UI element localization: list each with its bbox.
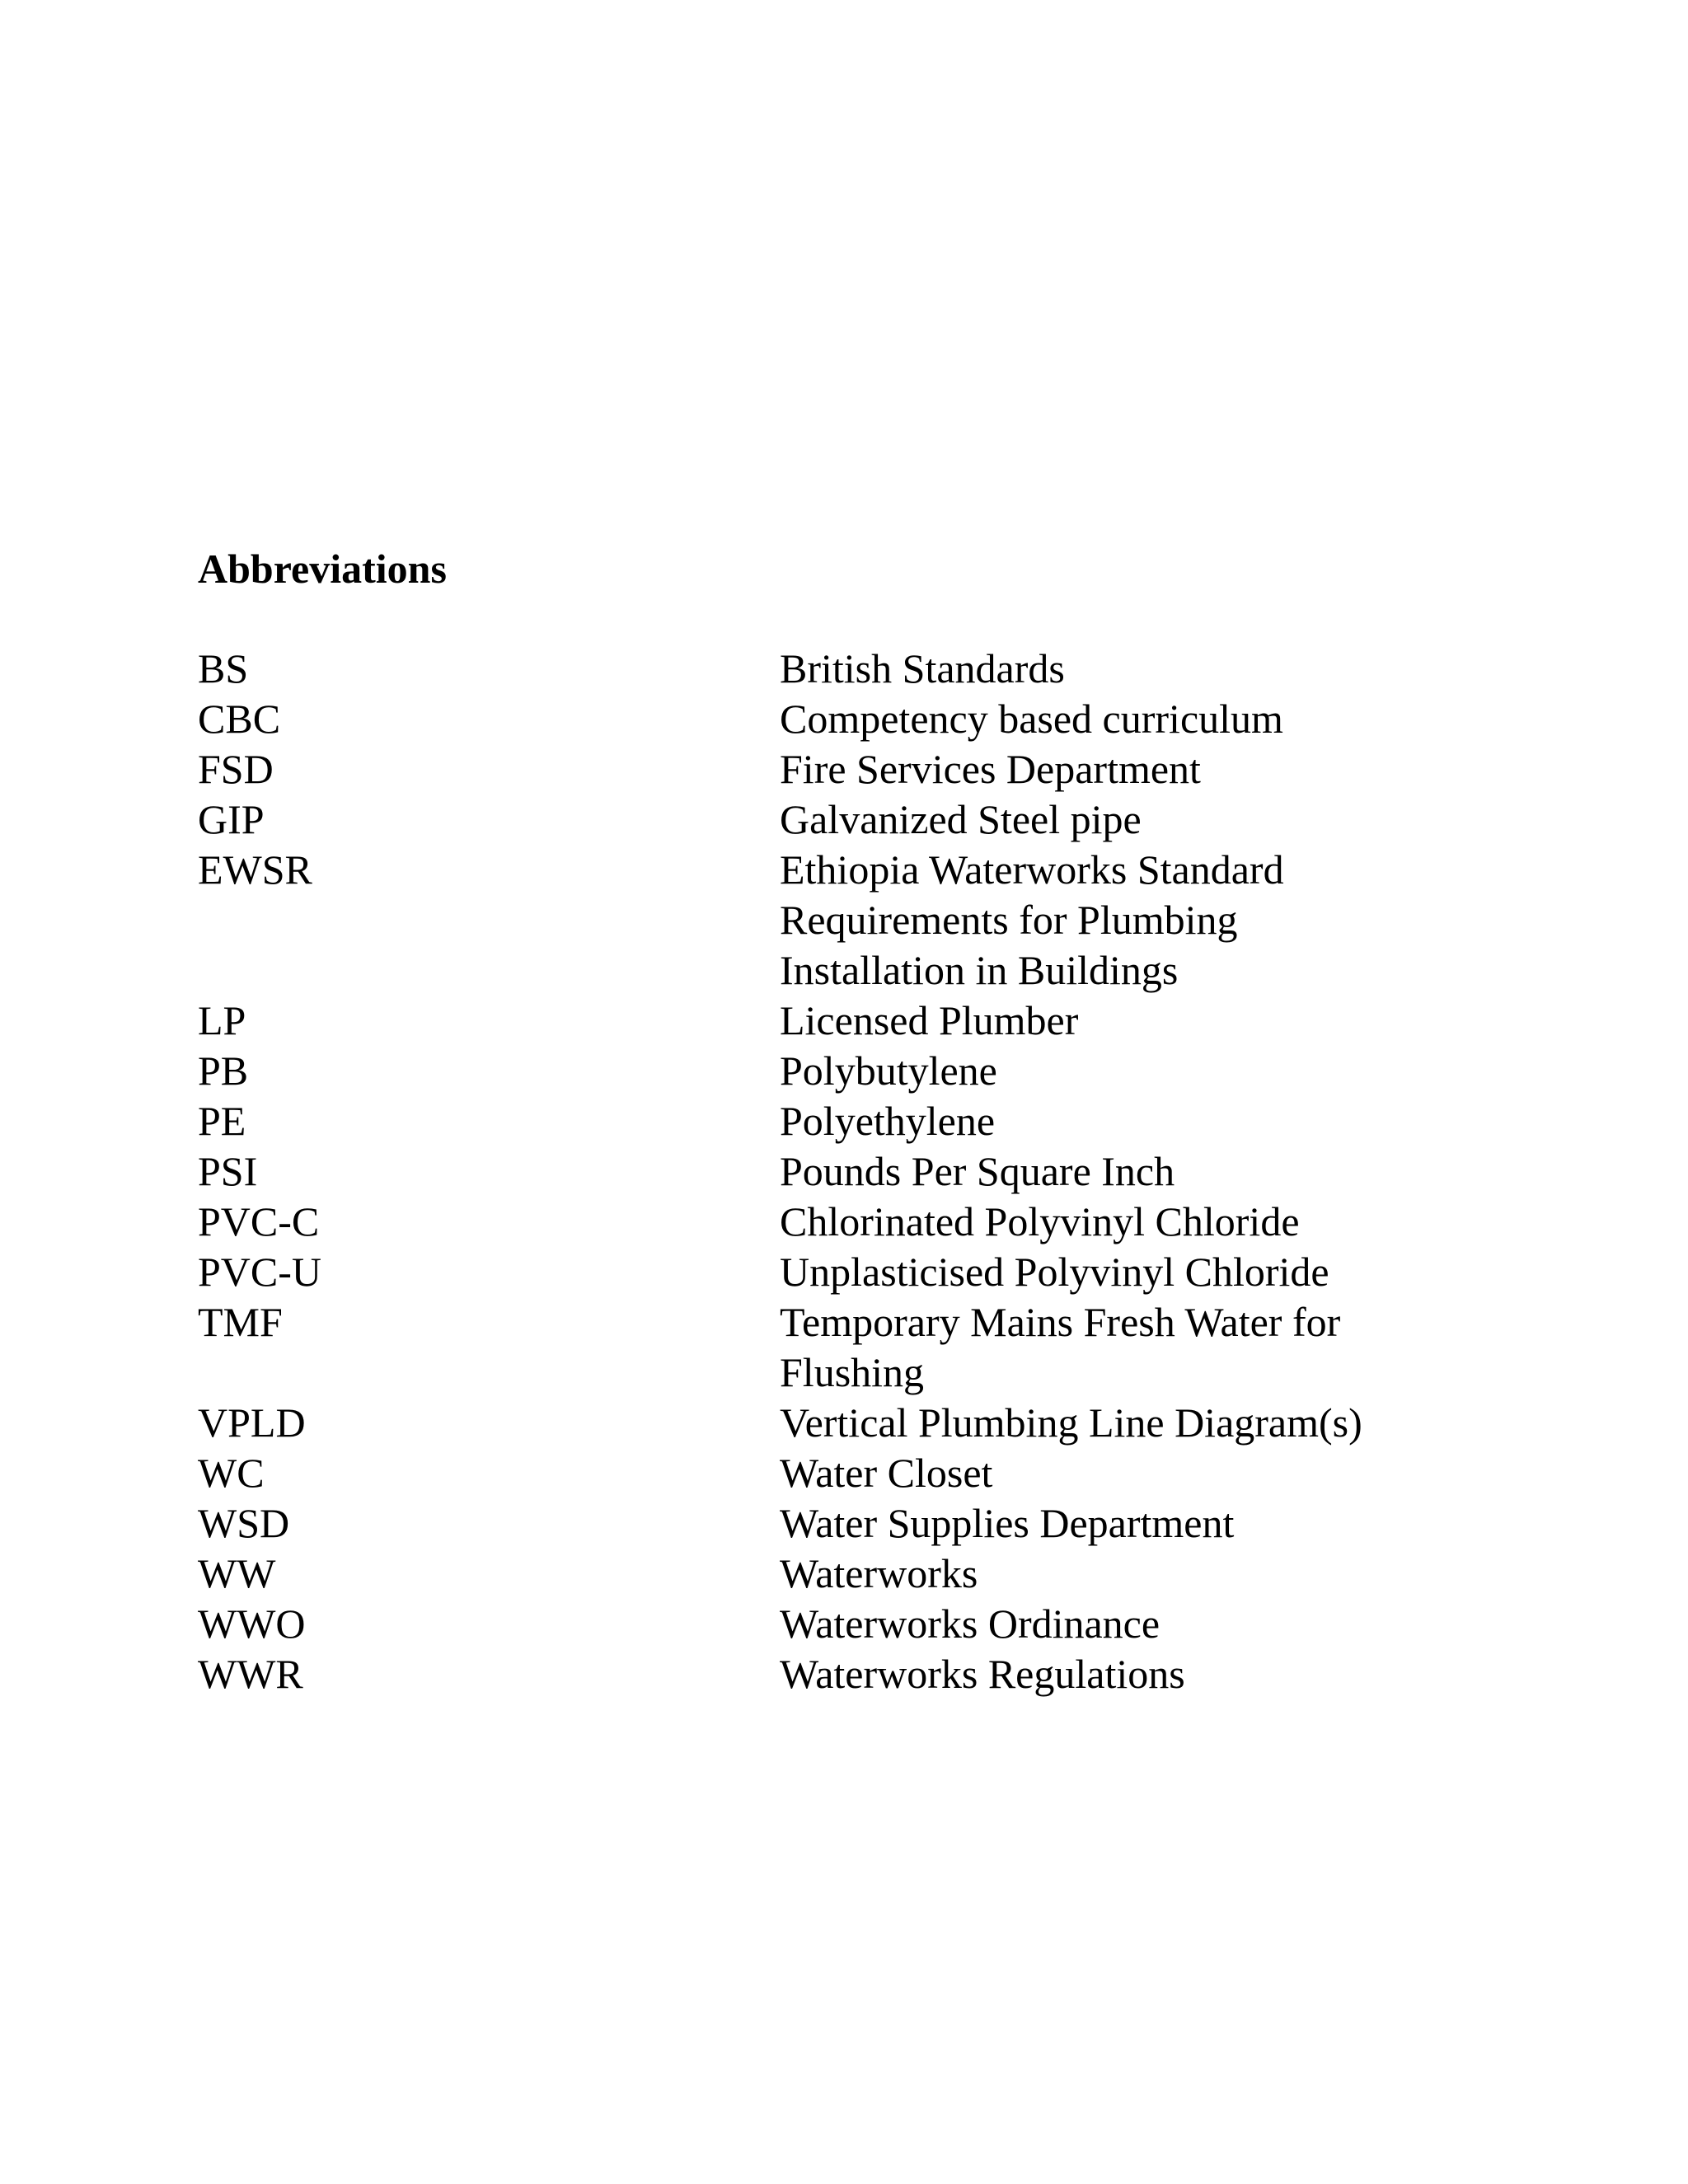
abbreviation-term: FSD: [198, 746, 274, 792]
abbreviation-meaning: Temporary Mains Fresh Water for Flushing: [780, 1299, 1341, 1395]
abbreviation-term: CBC: [198, 696, 281, 742]
abbreviation-term: VPLD: [198, 1399, 306, 1446]
abbreviation-meaning: Water Closet: [780, 1450, 993, 1496]
abbreviation-meaning: Licensed Plumber: [780, 997, 1079, 1043]
abbreviation-meaning: Galvanized Steel pipe: [780, 796, 1142, 842]
abbreviation-list: [198, 644, 1434, 1699]
abbreviation-term: WWO: [198, 1601, 306, 1647]
abbreviation-term: PE: [198, 1098, 246, 1144]
abbreviation-meaning: Ethiopia Waterworks Standard Requirements for Plumbing Installation in Buildings: [780, 846, 1284, 993]
abbreviation-row: [198, 694, 1434, 744]
abbreviation-meaning: Unplasticised Polyvinyl Chloride: [780, 1249, 1329, 1295]
abbreviation-meaning: Polyethylene: [780, 1098, 996, 1144]
abbreviation-term: LP: [198, 997, 246, 1043]
abbreviation-row: [198, 1197, 1434, 1247]
abbreviation-meaning: Waterworks Ordinance: [780, 1601, 1160, 1647]
abbreviation-term: WW: [198, 1550, 276, 1596]
abbreviation-meaning: Pounds Per Square Inch: [780, 1148, 1175, 1194]
abbreviation-term: EWSR: [198, 846, 312, 893]
abbreviation-term: PSI: [198, 1148, 258, 1194]
abbreviation-term: PVC-U: [198, 1249, 322, 1295]
abbreviation-row: [198, 794, 1434, 845]
abbreviation-term: WWR: [198, 1651, 303, 1697]
abbreviation-meaning: Chlorinated Polyvinyl Chloride: [780, 1198, 1300, 1244]
abbreviation-term: PVC-C: [198, 1198, 320, 1244]
abbreviation-meaning: Fire Services Department: [780, 746, 1201, 792]
abbreviation-meaning: Waterworks Regulations: [780, 1651, 1185, 1697]
abbreviation-row: [198, 1649, 1434, 1699]
abbreviation-term: TMF: [198, 1299, 283, 1345]
abbreviation-row: [198, 1046, 1434, 1096]
abbreviation-row: [198, 996, 1434, 1046]
abbreviation-row: [198, 1549, 1434, 1599]
abbreviation-term: WSD: [198, 1500, 290, 1546]
abbreviation-meaning: Water Supplies Department: [780, 1500, 1235, 1546]
abbreviation-row: [198, 744, 1434, 794]
abbreviation-row: [198, 1498, 1434, 1549]
abbreviation-meaning: Competency based curriculum: [780, 696, 1283, 742]
abbreviation-row: [198, 644, 1434, 694]
abbreviation-term: PB: [198, 1047, 249, 1094]
abbreviation-meaning: Vertical Plumbing Line Diagram(s): [780, 1399, 1362, 1446]
abbreviation-row: [198, 845, 1434, 996]
abbreviation-row: [198, 1297, 1434, 1398]
abbreviation-term: BS: [198, 645, 249, 691]
abbreviation-meaning: British Standards: [780, 645, 1065, 691]
abbreviation-row: [198, 1599, 1434, 1649]
page-title: Abbreviations: [198, 546, 447, 592]
abbreviation-row: [198, 1247, 1434, 1297]
abbreviation-row: [198, 1398, 1434, 1448]
abbreviation-row: [198, 1146, 1434, 1197]
abbreviation-term: GIP: [198, 796, 265, 842]
abbreviation-meaning: Polybutylene: [780, 1047, 997, 1094]
abbreviation-row: [198, 1096, 1434, 1146]
abbreviation-term: WC: [198, 1450, 265, 1496]
abbreviation-row: [198, 1448, 1434, 1498]
abbreviation-meaning: Waterworks: [780, 1550, 978, 1596]
